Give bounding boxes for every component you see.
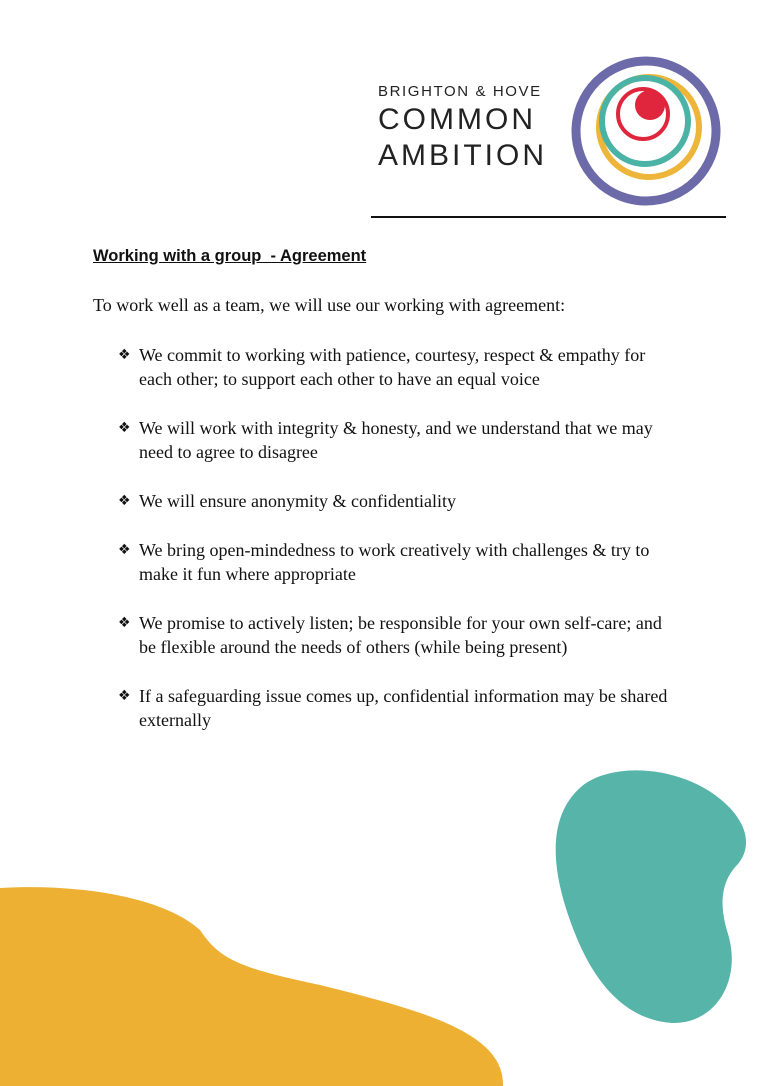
logo-line-brighton-hove: BRIGHTON & HOVE [378,83,542,100]
list-item-text: We promise to actively listen; be responsible for your own self-care; and be flexible around the needs of others (while being present) [139,613,662,657]
list-item-text: We commit to working with patience, courtesy, respect & empathy for each other; to support each other to have an equal voice [139,345,646,389]
teal-blob-shape [556,770,746,1023]
list-item-text: We will ensure anonymity & confidentiality [139,491,456,511]
page-title: Working with a group - Agreement [93,247,367,265]
yellow-blob-shape [0,887,503,1086]
diamond-bullet-icon: ❖ [118,420,131,436]
diamond-bullet-icon: ❖ [118,493,131,509]
diamond-bullet-icon: ❖ [118,615,131,631]
intro-text: To work well as a team, we will use our working with agreement: [93,295,566,315]
diamond-bullet-icon: ❖ [118,688,131,704]
diamond-bullet-icon: ❖ [118,347,131,363]
list-item-text: We will work with integrity & honesty, and we understand that we may need to agree to disagree [139,418,653,462]
list-item-text: If a safeguarding issue comes up, confidential information may be shared externally [139,686,668,730]
logo-line-ambition: AMBITION [378,139,548,172]
logo-line-common: COMMON [378,103,536,136]
diamond-bullet-icon: ❖ [118,542,131,558]
list-item-text: We bring open-mindedness to work creatively with challenges & try to make it fun where appropriate [139,540,650,584]
